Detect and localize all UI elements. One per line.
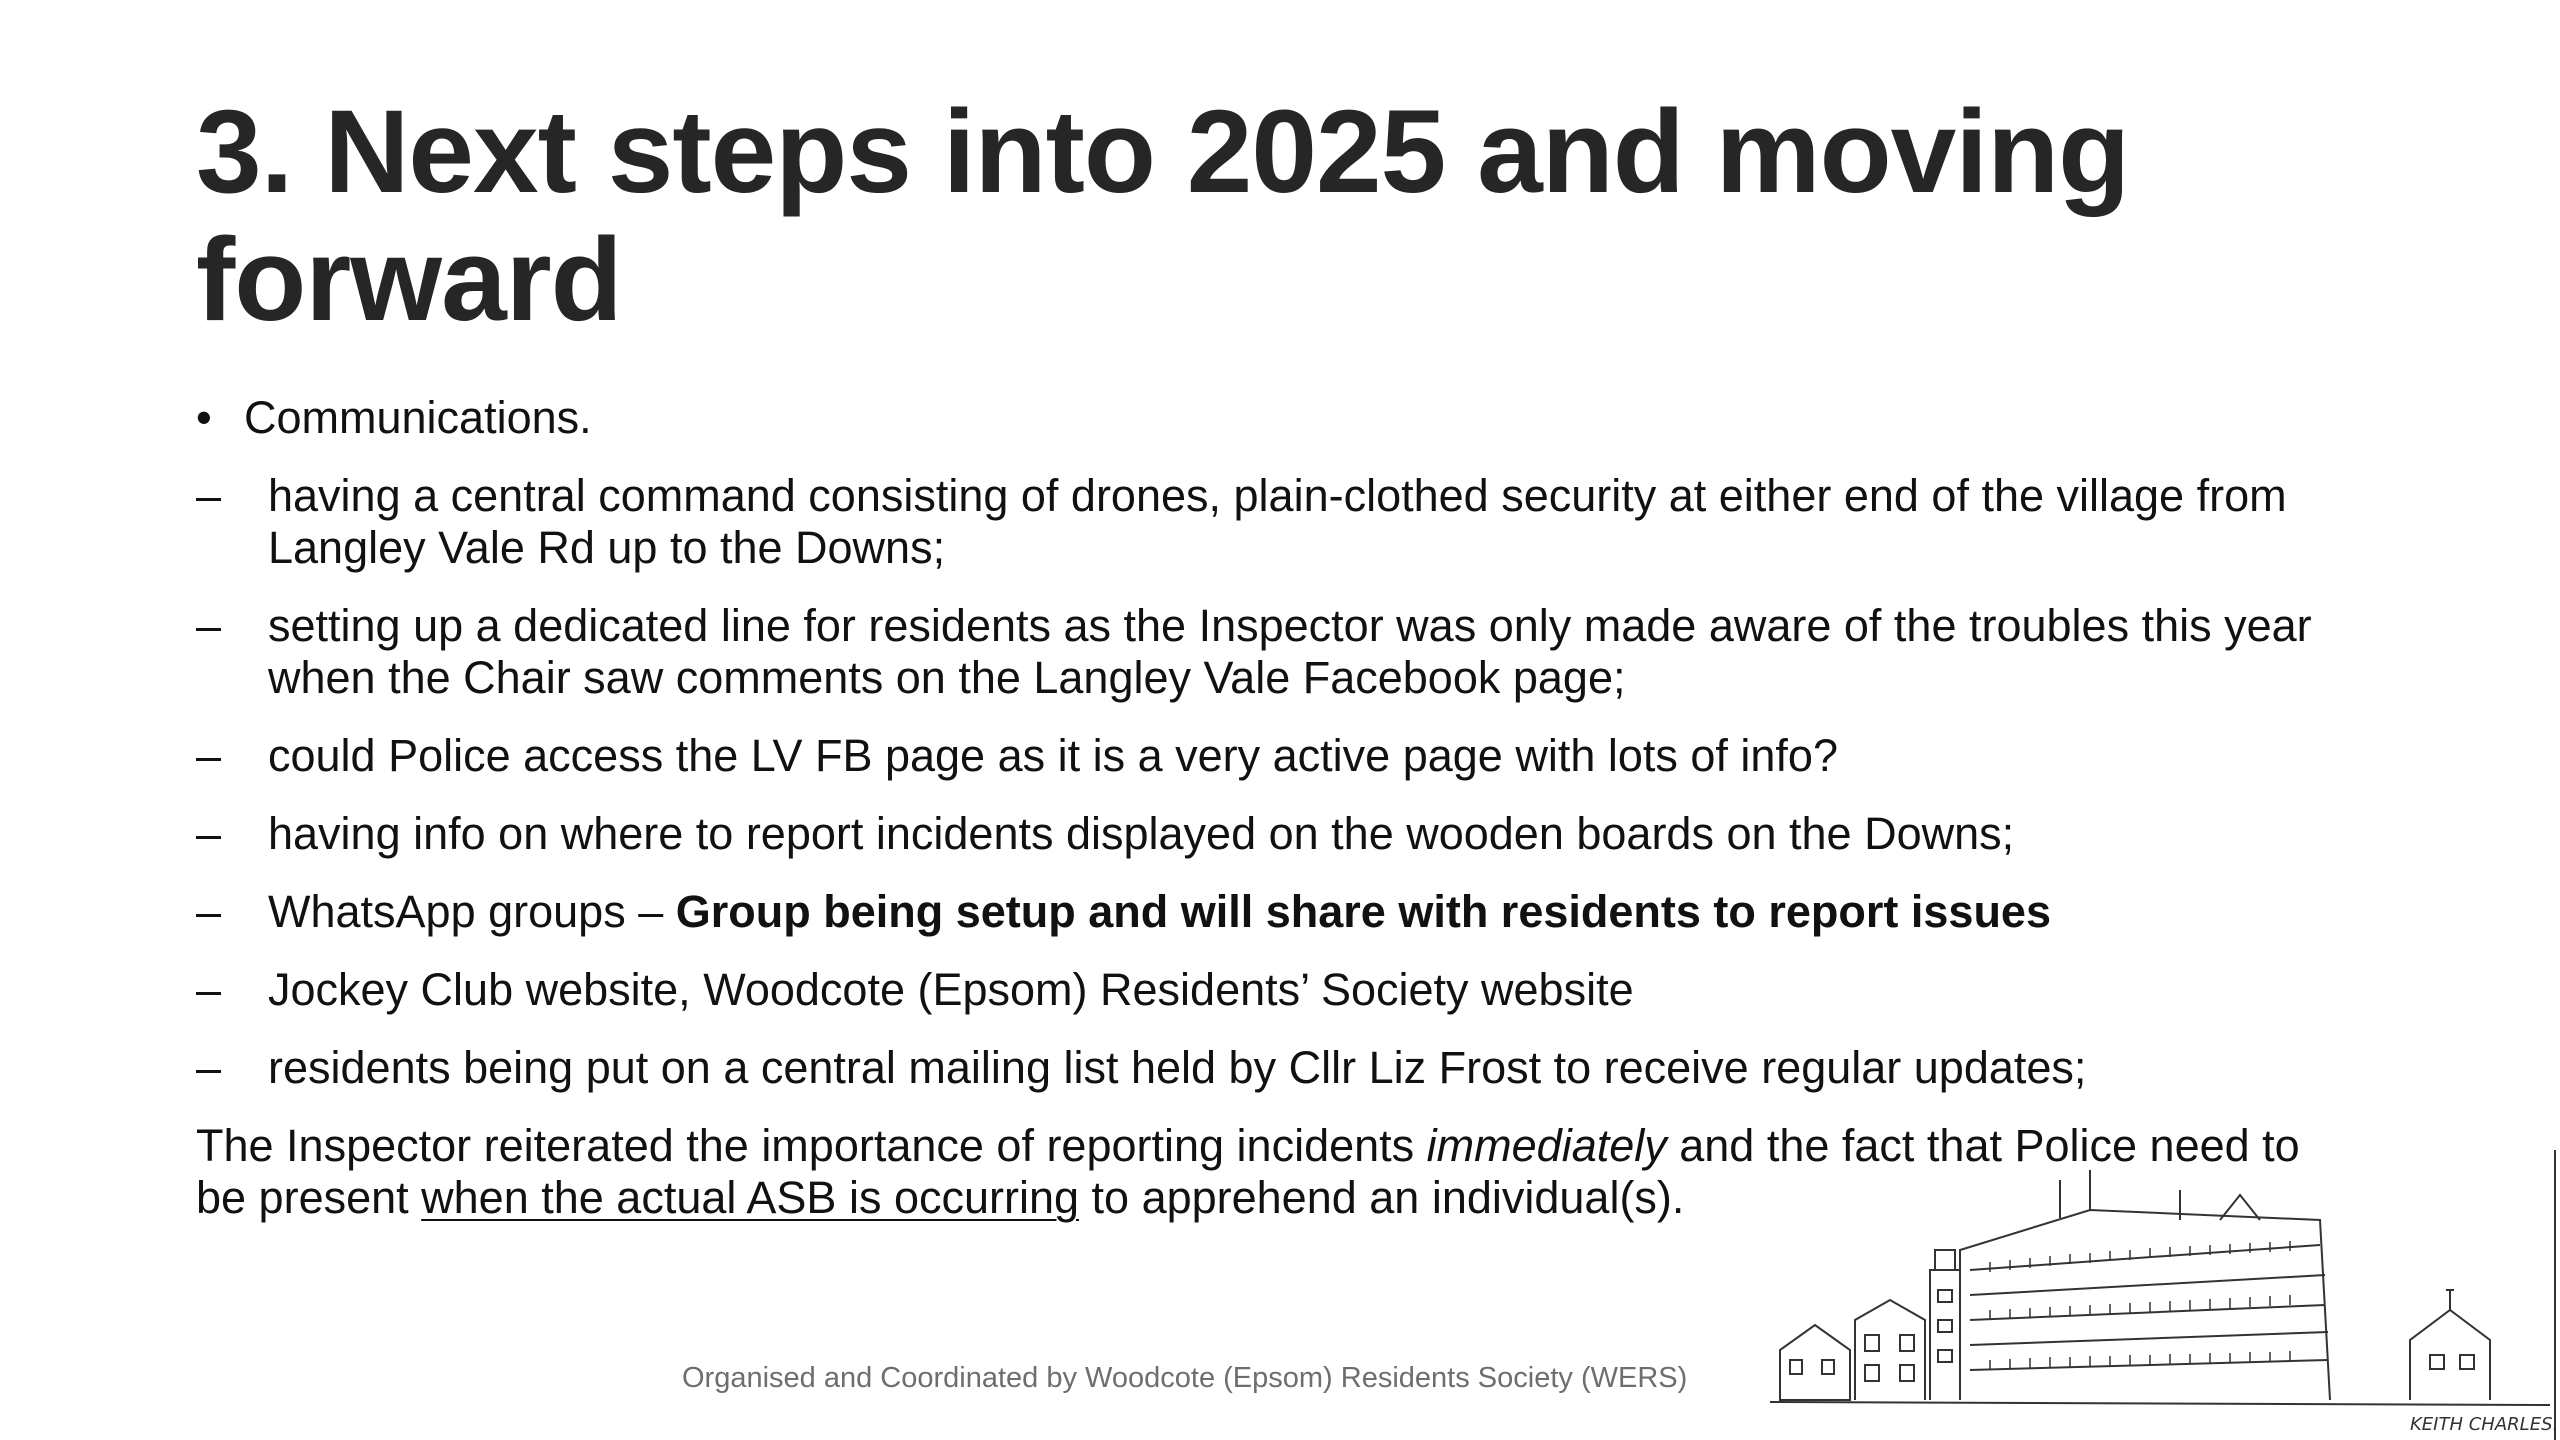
closing-text: The Inspector reiterated the importance of reporting incidents bbox=[196, 1120, 1427, 1171]
slide-title bbox=[196, 88, 2396, 344]
dash-mark: – bbox=[196, 600, 222, 651]
list-item bbox=[196, 730, 2396, 782]
list-item-text: Jockey Club website, Woodcote (Epsom) Residents’ Society website bbox=[268, 964, 1634, 1015]
list-item bbox=[196, 886, 2396, 938]
slide-body bbox=[196, 392, 2396, 1224]
sketch-signature: KEITH CHARLES. bbox=[2410, 1414, 2559, 1435]
title-line-2: forward bbox=[196, 214, 622, 346]
dash-mark: – bbox=[196, 470, 222, 521]
dash-mark: – bbox=[196, 730, 222, 781]
closing-text: to apprehend an individual(s). bbox=[1079, 1172, 1685, 1223]
title-line-1: 3. Next steps into 2025 and moving bbox=[196, 86, 2130, 218]
list-item-line-2: when the Chair saw comments on the Langley Vale Facebook page; bbox=[268, 652, 1626, 703]
closing-italic-text: immediately bbox=[1426, 1120, 1667, 1171]
list-item-line-2: Langley Vale Rd up to the Downs; bbox=[268, 522, 946, 573]
list-item bbox=[196, 1042, 2396, 1094]
bullet-mark: • bbox=[196, 392, 212, 443]
dash-mark: – bbox=[196, 808, 222, 859]
bullet-text: Communications. bbox=[244, 392, 592, 443]
list-item-line-1: having a central command consisting of drones, plain-clothed security at either end of the village from bbox=[268, 470, 2287, 521]
footer-text: Organised and Coordinated by Woodcote (Epsom) Residents Society (WERS) bbox=[682, 1362, 1688, 1394]
list-item-bold-text: Group being setup and will share with residents to report issues bbox=[675, 886, 2051, 937]
list-item-text: having info on where to report incidents displayed on the wooden boards on the Downs; bbox=[268, 808, 2015, 859]
bullet-item-communications bbox=[196, 392, 2396, 444]
dash-mark: – bbox=[196, 1042, 222, 1093]
closing-text: and the fact that Police need to bbox=[1666, 1120, 2300, 1171]
closing-underlined-text: when the actual ASB is occurring bbox=[421, 1172, 1080, 1223]
dash-mark: – bbox=[196, 964, 222, 1015]
list-item-line-1: setting up a dedicated line for residents as the Inspector was only made aware of the troubles this year bbox=[268, 600, 2312, 651]
list-item bbox=[196, 470, 2396, 574]
dash-mark: – bbox=[196, 886, 222, 937]
closing-text: be present bbox=[196, 1172, 422, 1223]
grandstand-sketch-image bbox=[1760, 1150, 2560, 1440]
list-item bbox=[196, 964, 2396, 1016]
list-item-text: WhatsApp groups – bbox=[268, 886, 676, 937]
list-item-text: could Police access the LV FB page as it is a very active page with lots of info? bbox=[268, 730, 1838, 781]
list-item bbox=[196, 808, 2396, 860]
list-item bbox=[196, 600, 2396, 704]
list-item-text: residents being put on a central mailing list held by Cllr Liz Frost to receive regular updates; bbox=[268, 1042, 2087, 1093]
